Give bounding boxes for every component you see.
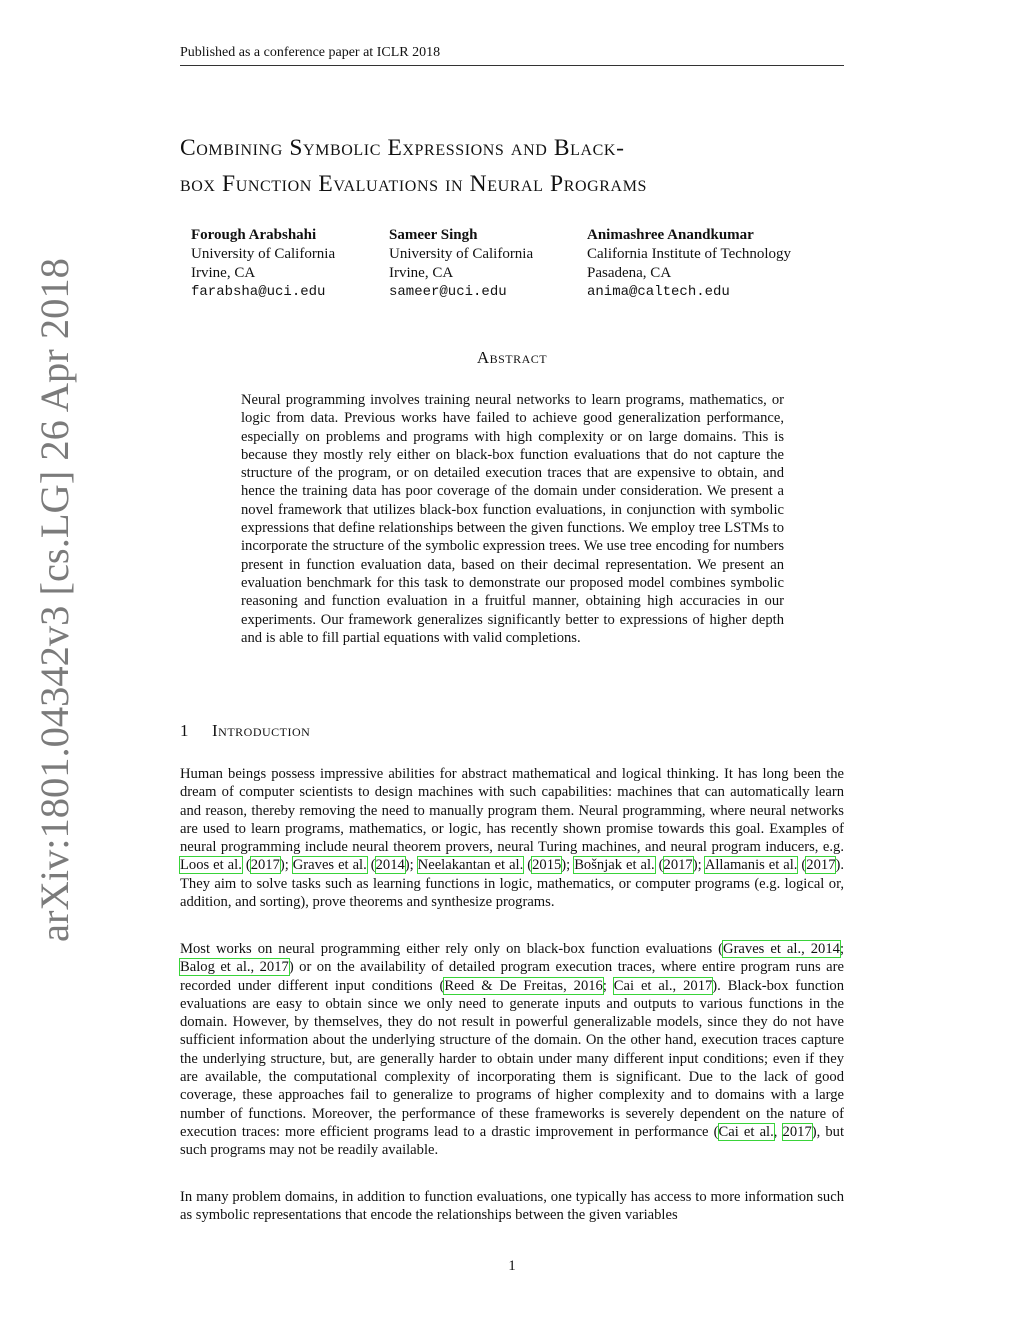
abstract-text: Neural programming involves training neural networks to learn programs, mathematics, or logic from data. Previous works have failed to achieve good generalization performance, especially on problems and programs with high complexity or on large domains. This is because they mostly rely either on black-box function evaluations that do not capture the structure of the program, or on detailed execution traces that are expensive to obtain, and hence the training data has poor coverage of the domain under consideration. We present a novel framework that utilizes black-box function evaluations, in conjunction with symbolic expressions that define relationships between the given functions. We employ tree LSTMs to incorporate the structure of the symbolic expression trees. We use tree encoding for numbers present in function evaluation data, based on their decimal representation. We present an evaluation benchmark for this task to demonstrate our proposed model combines symbolic reasoning and function evaluation in a fruitful manner, obtaining high accuracies in our experiments. Our framework generalizes significantly better to expressions of higher depth and is able to fill partial equations with valid completions. xyxy=(241,392,784,646)
page-number: 1 xyxy=(508,1258,516,1274)
section-title: Introduction xyxy=(212,721,311,740)
author-3 xyxy=(587,226,791,302)
section-heading-introduction xyxy=(180,721,310,741)
title-line-2: box Function Evaluations in Neural Programs xyxy=(180,171,648,197)
citation-link[interactable]: Loos et al. xyxy=(180,857,242,874)
citation-link[interactable]: 2017 xyxy=(806,857,836,874)
author-name: Forough Arabshahi xyxy=(191,227,317,243)
arxiv-stamp: arXiv:1801.04342v3 [cs.LG] 26 Apr 2018 xyxy=(32,258,77,942)
text-run: . They aim to solve tasks such as learning functions in logic, mathematics, or computer programs (e.g. logical or, addition, and sorting), prove theorems and synthesize programs. xyxy=(180,857,845,911)
author-email[interactable]: sameer@uci.edu xyxy=(389,284,507,300)
intro-paragraph-1: Human beings possess impressive abilities for abstract mathematical and logical thinking. It has long been the dream of computer scientists to design machines with such capabilities: machines that can automatically learn and reason, thereby removing the need to manually program them. Neural programming, where neural networks are used to learn programs, mathematics, or logic, has recently shown promise towards this goal. Examples of neural programming include neural theorem provers, neural Turing machines, and neural program inducers, e.g. Loos et al. (2017); Graves et al. (2014); Neelakantan et al. (2015); Bošnjak et al. (2017); Allamanis et al. (2017). They aim to solve tasks such as learning functions in logic, mathematics, or computer programs (e.g. logical or, addition, and sorting), prove theorems and synthesize programs. xyxy=(180,766,845,911)
abstract-heading: Abstract xyxy=(476,348,548,367)
citation-link[interactable]: Bošnjak et al. xyxy=(574,857,655,874)
citation-link[interactable]: 2014 xyxy=(375,857,405,874)
intro-paragraph-2: Most works on neural programming either rely only on black-box function evaluations (Graves et al., 2014; Balog et al., 2017) or on the availability of detailed program execution traces, where entire program runs are recorded under different input conditions (Reed & De Freitas, 2016; Cai et al., 2017). Black-box function evaluations are easy to obtain since we only need to generate inputs and outputs to various functions in the domain. However, by themselves, they do not result in powerful generalizable models, since they do not have sufficient information about the underlying structure of the domain. On the other hand, execution traces capture the underlying structure, but, are generally harder to obtain under many different input conditions; even if they are available, the computational complexity of incorporating them is significant. Due to the lack of good coverage, these approaches fail to generalize to programs of higher complexity and to domains with a large number of functions. Moreover, the performance of these frameworks is severely dependent on the nature of execution traces: more efficient programs lead to a drastic improvement in performance (Cai et al., 2017), but such programs may not be readily available. xyxy=(180,941,845,1159)
author-2 xyxy=(389,226,533,302)
author-location: Pasadena, CA xyxy=(587,265,672,281)
paper-title xyxy=(180,130,850,202)
citation-link[interactable]: Cai et al. xyxy=(718,1123,774,1140)
author-name: Animashree Anandkumar xyxy=(587,227,754,243)
author-affiliation: California Institute of Technology xyxy=(587,246,792,262)
citation-link[interactable]: Graves et al., 2014 xyxy=(723,941,840,957)
citation-link[interactable]: 2015 xyxy=(532,857,562,874)
author-email[interactable]: anima@caltech.edu xyxy=(587,284,730,300)
section-number: 1 xyxy=(180,721,189,740)
author-location: Irvine, CA xyxy=(191,265,256,281)
title-line-1: Combining Symbolic Expressions and Black- xyxy=(180,135,625,161)
text-run: Most works on neural programming either rely only on black-box function evaluations ( xyxy=(180,941,724,957)
citation-link[interactable]: 2017 xyxy=(782,1123,812,1140)
author-name: Sameer Singh xyxy=(389,227,478,243)
intro-paragraph-3: In many problem domains, in addition to function evaluations, one typically has access to more information such as symbolic representations that encode the relationships between the given variables xyxy=(180,1189,844,1224)
text-run: ). Black-box function evaluations are easy to obtain since we only need to generate inputs and outputs to various functions in the domain. However, by themselves, they do not result in powerful generalizable models, since they do not have sufficient information about the underlying structure of the domain. On the other hand, execution traces capture the underlying structure, but, are generally harder to obtain under many different input conditions; even if they are available, the computational complexity of incorporating them is significant. Due to the lack of good coverage, these approaches fail to generalize to programs of higher complexity and to domains with a large number of functions. Moreover, the performance of these frameworks is severely dependent on the nature of execution traces: more efficient programs lead to a drastic improvement in performance ( xyxy=(180,977,845,1140)
text-run: Human beings possess impressive abilities for abstract mathematical and logical thinking. It has long been the dream of computer scientists to design machines with such capabilities: machines that can automatically learn and reason, thereby removing the need to manually program them. Neural programming, where neural networks are used to learn programs, mathematics, or logic, has recently shown promise towards this goal. Examples of neural programming include neural theorem provers, neural Turing machines, and neural program inducers, e.g. xyxy=(180,766,844,856)
text-run: ), but such programs may not be readily available. xyxy=(180,1123,845,1159)
citation-link[interactable]: 2017 xyxy=(663,857,693,874)
citation-link[interactable]: Reed & De Freitas, 2016 xyxy=(444,977,603,994)
running-header: Published as a conference paper at ICLR 2018 xyxy=(180,45,441,60)
author-affiliation: University of California xyxy=(389,246,534,262)
text-run: ) or on the availability of detailed program execution traces, where entire program runs are recorded under different input conditions ( xyxy=(180,959,844,994)
citation-link[interactable]: Neelakantan et al. xyxy=(417,857,524,874)
citation-link[interactable]: Graves et al. xyxy=(292,857,367,874)
citation-link[interactable]: Cai et al., 2017 xyxy=(613,977,713,994)
author-affiliation: University of California xyxy=(191,246,336,262)
author-1 xyxy=(191,226,335,302)
author-email[interactable]: farabsha@uci.edu xyxy=(191,284,326,300)
header-rule xyxy=(180,65,844,66)
citation-link[interactable]: 2017 xyxy=(250,857,280,874)
citation-link[interactable]: Balog et al., 2017 xyxy=(180,959,289,976)
citation-link[interactable]: Allamanis et al. xyxy=(704,857,798,874)
author-location: Irvine, CA xyxy=(389,265,454,281)
